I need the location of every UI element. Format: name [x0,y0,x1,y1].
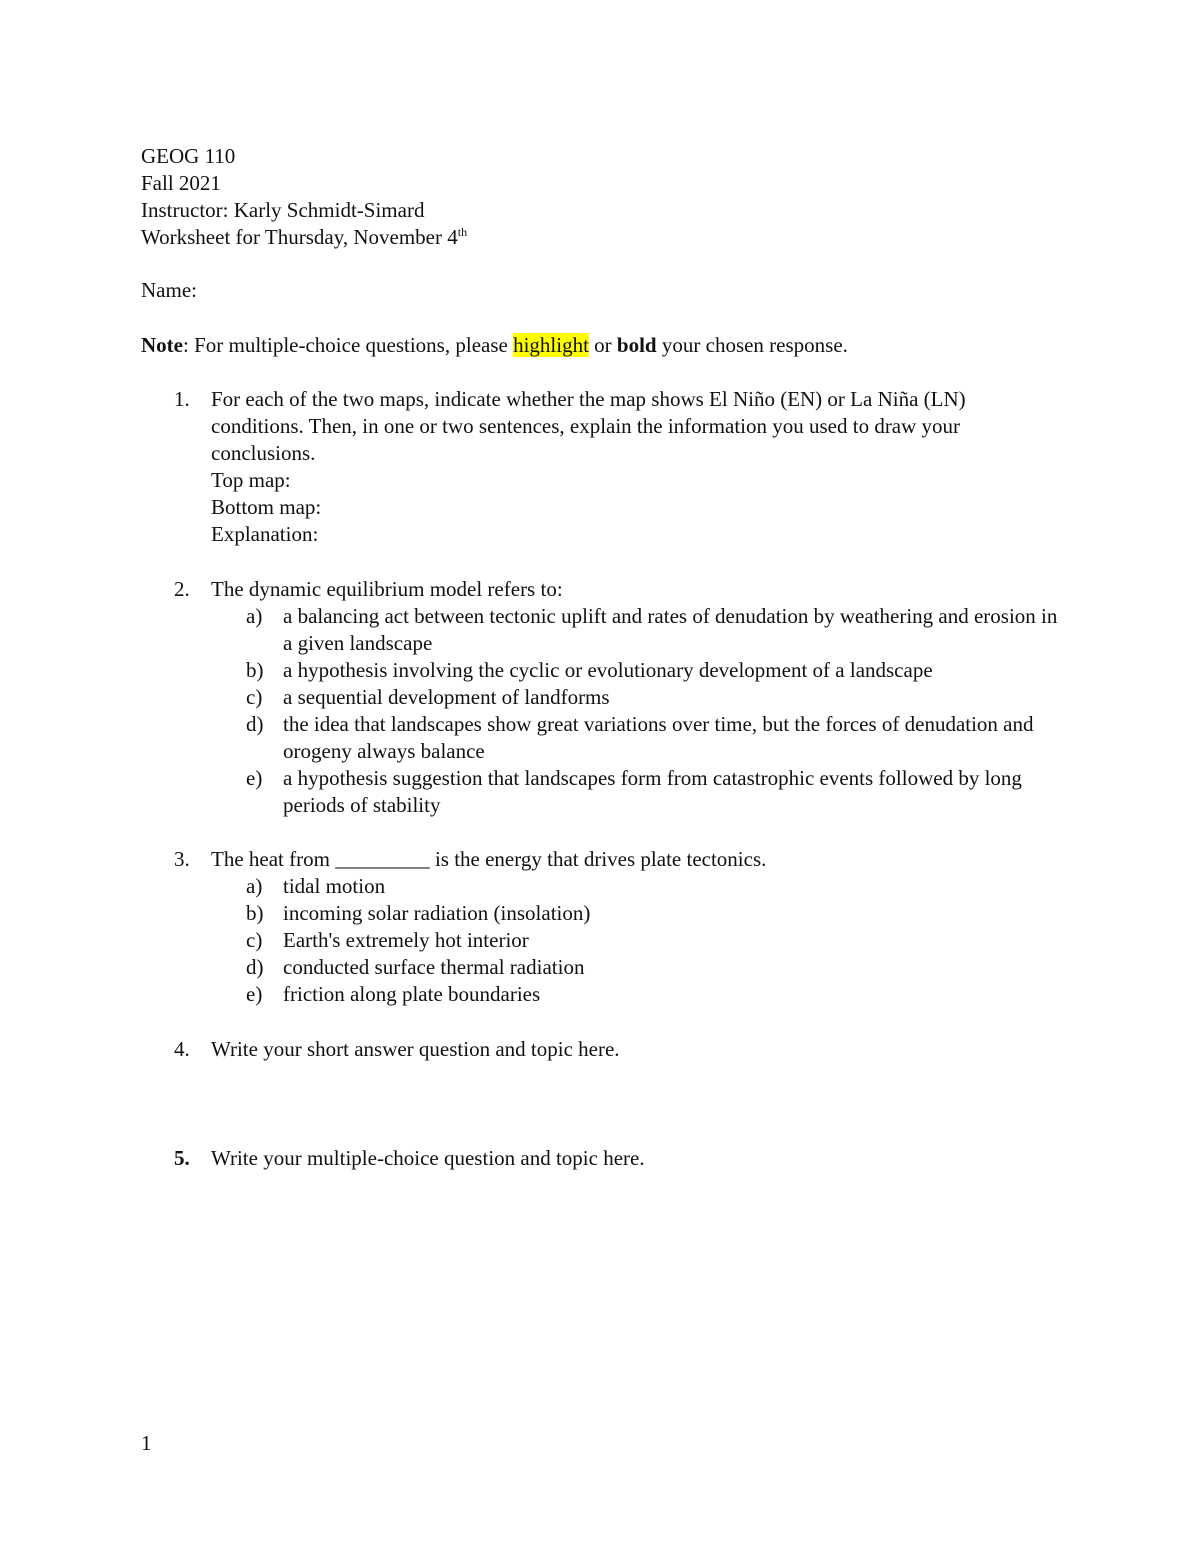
option-text: a hypothesis involving the cyclic or evolutionary development of a landscape [283,658,933,682]
option-e [246,765,1061,819]
question-body [211,1036,1061,1063]
option-letter: c) [246,928,263,952]
highlight-word: highlight [513,333,589,357]
option-b [246,900,1061,927]
question-number: 2. [174,577,190,601]
question-number: 3. [174,847,190,871]
option-letter: c) [246,685,263,709]
question-line: For each of the two maps, indicate whether the map shows El Niño (EN) or La Niña (LN) [211,387,966,411]
option-letter: a) [246,604,263,628]
note-label: Note [141,333,183,357]
option-text: Earth's extremely hot interior [283,928,529,952]
option-text: a balancing act between tectonic uplift and rates of denudation by weathering and erosion in a given landscape [283,604,1058,655]
option-text: the idea that landscapes show great variations over time, but the forces of denudation and orogeny always balance [283,712,1034,763]
explanation-label: Explanation: [211,522,319,546]
document-header [141,143,1091,251]
top-map-label: Top map: [211,468,291,492]
question-number: 4. [174,1037,190,1061]
option-a [246,873,1061,900]
worksheet-title-text: Worksheet for Thursday, November 4 [141,225,458,249]
page-number: 1 [141,1431,152,1455]
bottom-map-label: Bottom map: [211,495,322,519]
question-number: 1. [174,387,190,411]
course-code: GEOG 110 [141,144,236,168]
option-b [246,657,1061,684]
option-text: conducted surface thermal radiation [283,955,585,979]
option-text: incoming solar radiation (insolation) [283,901,591,925]
bold-word: bold [616,333,657,357]
option-letter: e) [246,982,263,1006]
name-label: Name: [141,278,197,302]
note-mid: or [588,333,617,357]
question-body [211,576,1061,819]
question-line: conditions. Then, in one or two sentences, explain the information you used to draw your [211,414,961,438]
question-line: conclusions. [211,441,316,465]
question-body [211,846,1061,1008]
worksheet-title [141,224,1091,251]
question-body [211,386,1061,548]
option-text: a hypothesis suggestion that landscapes form from catastrophic events followed by long periods of stability [283,766,1022,817]
option-c [246,927,1061,954]
option-d [246,711,1061,765]
question-stem: The dynamic equilibrium model refers to: [211,577,563,601]
worksheet-title-ordinal: th [457,225,468,239]
option-letter: a) [246,874,263,898]
question-stem: Write your short answer question and topic here. [211,1037,620,1061]
option-d [246,954,1061,981]
option-letter: b) [246,901,264,925]
option-letter: d) [246,712,264,736]
option-text: a sequential development of landforms [283,685,610,709]
term: Fall 2021 [141,171,221,195]
option-letter: e) [246,766,263,790]
instructor: Instructor: Karly Schmidt-Simard [141,198,425,222]
option-text: tidal motion [283,874,386,898]
note-pre: : For multiple-choice questions, please [182,333,514,357]
options-list [246,603,1061,819]
question-body [211,1145,1061,1172]
question-stem: Write your multiple-choice question and topic here. [211,1146,645,1170]
option-text: friction along plate boundaries [283,982,541,1006]
note-post: your chosen response. [656,333,848,357]
option-c [246,684,1061,711]
options-list [246,873,1061,1008]
option-a [246,603,1061,657]
note-line [141,332,848,359]
question-number: 5. [174,1146,190,1170]
option-letter: d) [246,955,264,979]
question-stem: The heat from _________ is the energy that drives plate tectonics. [211,847,767,871]
option-e [246,981,1061,1008]
option-letter: b) [246,658,264,682]
